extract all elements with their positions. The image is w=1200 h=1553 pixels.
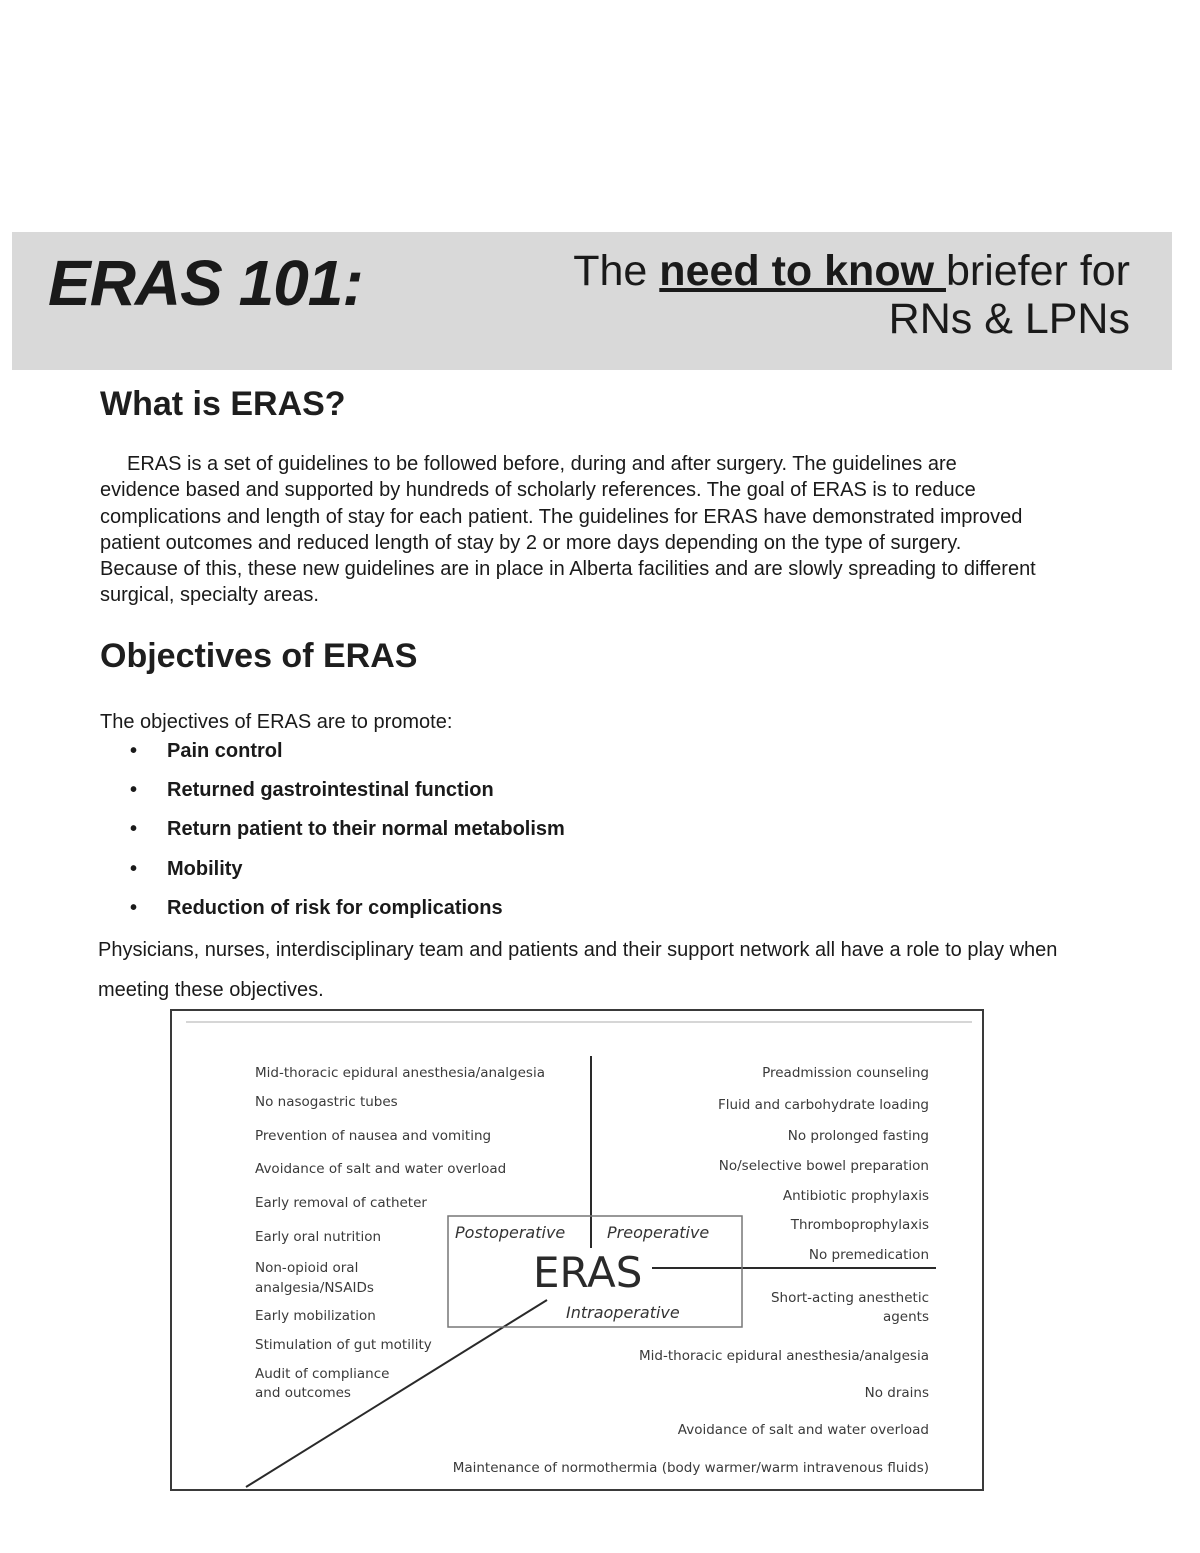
list-item-text: Returned gastrointestinal function bbox=[167, 779, 494, 802]
objectives-closing: Physicians, nurses, interdisciplinary team and patients and their support network all have a role to play when meeting these objectives. bbox=[98, 939, 1058, 1001]
postop-item: Stimulation of gut motility bbox=[255, 1337, 432, 1353]
bullet: • bbox=[130, 740, 138, 762]
postop-item: Early removal of catheter bbox=[255, 1195, 427, 1211]
intraop-item: Avoidance of salt and water overload bbox=[677, 1422, 929, 1438]
bullet: • bbox=[130, 818, 138, 841]
preop-item: No/selective bowel preparation bbox=[718, 1158, 929, 1174]
preop-item: Fluid and carbohydrate loading bbox=[717, 1097, 929, 1113]
intraop-item: agents bbox=[882, 1309, 929, 1325]
preop-item: Preadmission counseling bbox=[762, 1065, 929, 1081]
what-is-paragraph: ERAS is a set of guidelines to be followed before, during and after surgery. The guidelines are evidence based and supported by hundreds of scholarly references. The goal of ERAS is to reduce complications and length of stay for each patient. The guidelines for ERAS have demonstrated improved patient outcomes and reduced length of stay by 2 or more days depending on the type of surgery. Because of this, these new guidelines are in place in Alberta facilities and are slowly spreading to different surgical, specialty areas. bbox=[100, 453, 1036, 607]
postop-item: Early oral nutrition bbox=[255, 1229, 382, 1245]
intraop-item: Short-acting anesthetic bbox=[770, 1290, 929, 1306]
document-title: ERAS 101: bbox=[48, 247, 363, 319]
postop-item: analgesia/NSAIDs bbox=[255, 1280, 374, 1296]
intraop-item: No drains bbox=[864, 1385, 929, 1401]
diagram-center-label: ERAS bbox=[533, 1248, 643, 1297]
preop-item: Antibiotic prophylaxis bbox=[782, 1188, 929, 1204]
postop-item: Early mobilization bbox=[255, 1308, 376, 1324]
phase-preoperative: Preoperative bbox=[607, 1223, 710, 1242]
intraop-item: Maintenance of normothermia (body warmer/warm intravenous fluids) bbox=[452, 1460, 929, 1476]
objectives-heading: Objectives of ERAS bbox=[100, 637, 418, 675]
list-item-text: Pain control bbox=[167, 740, 283, 762]
bullet: • bbox=[130, 779, 138, 802]
preop-item: Thromboprophylaxis bbox=[790, 1217, 929, 1233]
subtitle-line2: RNs & LPNs bbox=[888, 295, 1130, 343]
phase-intraoperative: Intraoperative bbox=[566, 1303, 680, 1322]
list-item-text: Reduction of risk for complications bbox=[167, 896, 503, 919]
subtitle-prefix: The bbox=[573, 247, 660, 295]
list-item-text: Mobility bbox=[167, 857, 243, 880]
bullet: • bbox=[130, 857, 138, 880]
subtitle-emphasis: need to know bbox=[659, 247, 946, 295]
phase-postoperative: Postoperative bbox=[455, 1223, 566, 1242]
preop-item: No prolonged fasting bbox=[787, 1128, 929, 1144]
postop-item: Mid-thoracic epidural anesthesia/analgesia bbox=[255, 1065, 545, 1081]
preop-item: No premedication bbox=[808, 1247, 929, 1263]
postop-item: Prevention of nausea and vomiting bbox=[255, 1128, 492, 1144]
bullet: • bbox=[130, 896, 138, 919]
postop-item: No nasogastric tubes bbox=[255, 1094, 398, 1110]
subtitle-suffix: briefer for bbox=[945, 247, 1130, 295]
postop-item: Audit of compliance bbox=[255, 1366, 390, 1382]
list-item-text: Return patient to their normal metabolism bbox=[167, 818, 565, 841]
intraop-item: Mid-thoracic epidural anesthesia/analgesia bbox=[639, 1348, 929, 1364]
what-is-heading: What is ERAS? bbox=[100, 385, 346, 423]
postop-item: and outcomes bbox=[255, 1385, 351, 1401]
postop-item: Non-opioid oral bbox=[255, 1260, 359, 1276]
objectives-intro: The objectives of ERAS are to promote: bbox=[100, 711, 453, 733]
postop-item: Avoidance of salt and water overload bbox=[255, 1161, 507, 1177]
